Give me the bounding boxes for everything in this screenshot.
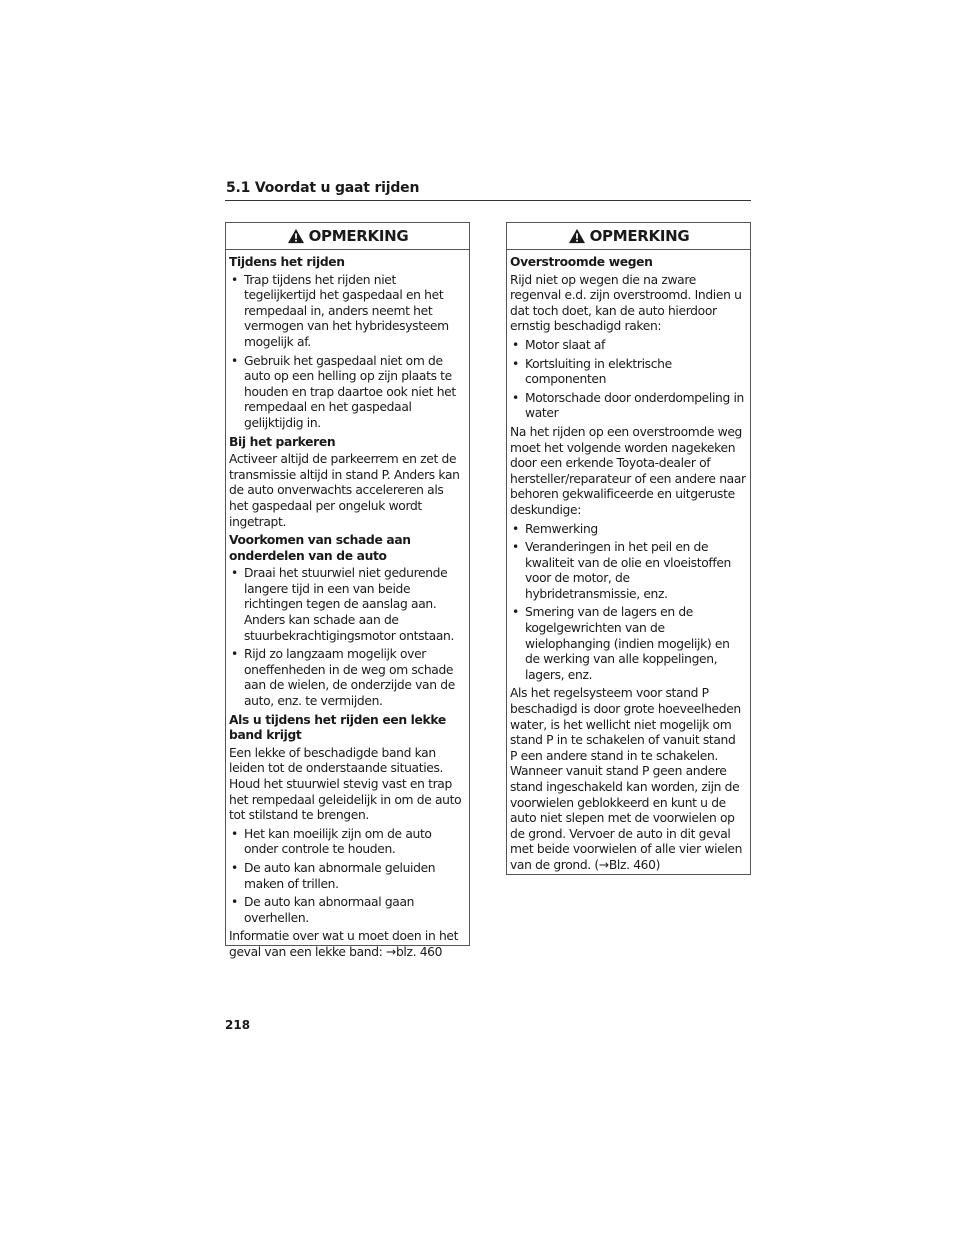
caution-header [226,223,469,250]
caution-title: OPMERKING [308,227,409,245]
warning-triangle-icon [287,228,305,244]
caution-body [226,250,469,961]
paragraph: Informatie over wat u moet doen in het geval van een lekke band: →blz. 460 [229,929,459,959]
bullet-list [229,827,465,927]
list-item: • Motorschade door onderdompeling in water [510,391,746,422]
list-item: • Rijd zo langzaam mogelijk over oneffenheden in de weg om schade aan de wielen, de onderzijde van de auto, enz. te vermijden. [229,647,465,709]
paragraph: Na het rijden op een overstroomde weg moet het volgende worden nagekeken door een erkende Toyota-dealer of hersteller/reparateur of een andere naar behoren gekwalificeerde en uitgeruste deskundige: [510,424,746,517]
subheading: Tijdens het rijden [229,255,345,269]
caution-box-left [225,222,470,959]
list-item: • De auto kan abnormale geluiden maken of trillen. [229,861,465,892]
bullet-list [229,273,465,432]
caution-title: OPMERKING [589,227,690,245]
page-number: 218 [225,1018,251,1032]
subheading: Als u tijdens het rijden een lekke band krijgt [229,712,446,743]
paragraph: Rijd niet op wegen die na zware regenval e.d. zijn overstroomd. Indien u dat toch doet, kan de auto hierdoor ernstig beschadigd raken: [510,272,742,334]
list-item: • Draai het stuurwiel niet gedurende langere tijd in een van beide richtingen tegen de aanslag aan. Anders kan schade aan de stuurbekrachtigingsmotor ontstaan. [229,566,465,644]
paragraph: Een lekke of beschadigde band kan leiden tot de onderstaande situaties. Houd het stuurwiel stevig vast en trap het rempedaal geleidelijk in om de auto tot stilstand te brengen. [229,745,462,823]
list-item: • Gebruik het gaspedaal niet om de auto op een helling op zijn plaats te houden en trap daartoe ook niet het rempedaal en het gaspedaal gelijktijdig in. [229,354,465,432]
section-header [225,178,751,201]
paragraph: Als het regelsysteem voor stand P beschadigd is door grote hoeveelheden water, is het wellicht niet mogelijk om stand P in te schakelen of vanuit stand P een andere stand in te schakelen. Wanneer vanuit stand P geen andere stand ingeschakeld kan worden, zijn de voorwielen geblokkeerd en kunt u de auto niet slepen met de voorwielen op de grond. Vervoer de auto in dit geval met beide voorwielen of alle vier wielen van de grond. (→Blz. 460) [510,686,743,872]
list-item: • Smering van de lagers en de kogelgewrichten van de wielophanging (indien mogelijk) en de werking van alle koppelingen, lagers, enz. [510,605,746,683]
bullet-list [510,338,746,422]
list-item: • Motor slaat af [510,338,746,354]
list-item: • Trap tijdens het rijden niet tegelijkertijd het gaspedaal en het rempedaal in, anders neemt het vermogen van het hybridesysteem mogelijk af. [229,273,465,351]
list-item: • Remwerking [510,522,746,538]
paragraph: Activeer altijd de parkeerrem en zet de transmissie altijd in stand P. Anders kan de auto onverwachts accelereren als het gaspedaal per ongeluk wordt ingetrapt. [229,452,460,529]
bullet-list [510,522,746,684]
subheading: Bij het parkeren [229,434,336,449]
caution-header [507,223,750,250]
list-item: • Kortsluiting in elektrische componenten [510,357,746,388]
warning-triangle-icon [568,228,586,244]
subheading: Overstroomde wegen [510,255,653,269]
list-item: • Veranderingen in het peil en de kwaliteit van de olie en vloeistoffen voor de motor, de hybridetransmissie, enz. [510,540,746,602]
caution-box-right [506,222,751,875]
list-item: • De auto kan abnormaal gaan overhellen. [229,895,465,926]
caution-body [507,250,750,874]
bullet-list [229,566,465,709]
section-title: 5.1 Voordat u gaat rijden [226,180,420,196]
subheading: Voorkomen van schade aan onderdelen van de auto [229,533,411,563]
list-item: • Het kan moeilijk zijn om de auto onder controle te houden. [229,827,465,858]
